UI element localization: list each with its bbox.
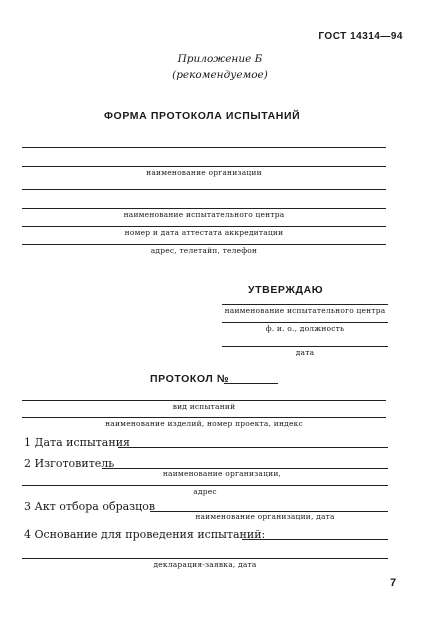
- caption-declaration: декларация-заявка, дата: [153, 560, 257, 569]
- document-code: ГОСТ 14314—94: [318, 31, 403, 42]
- caption-approve-date: дата: [295, 348, 315, 357]
- line-approve-date: [222, 346, 388, 347]
- line-org-1: [22, 147, 386, 148]
- protocol-number-line: [224, 383, 278, 384]
- item-test-date-label: 1 Дата испытания: [24, 436, 130, 449]
- caption-approve-position: ф. и. о., должность: [265, 324, 345, 333]
- caption-product: наименование изделий, номер проекта, индекс: [105, 419, 303, 428]
- appendix-title: Приложение Б: [177, 53, 263, 65]
- appendix-subtitle: (рекомендуемое): [172, 69, 268, 81]
- caption-sampling-act: наименование организации, дата: [195, 512, 335, 521]
- line-center-1: [22, 189, 386, 190]
- line-manufacturer-address: [22, 485, 388, 486]
- line-test-date: [118, 447, 388, 448]
- item-manufacturer-label: 2 Изготовитель: [24, 457, 115, 470]
- caption-org-name: наименование организации: [146, 168, 262, 177]
- caption-address: адрес, телетайп, телефон: [150, 246, 258, 255]
- protocol-title: ПРОТОКОЛ №: [150, 373, 230, 385]
- caption-approve-center: наименование испытательного центра: [224, 306, 386, 315]
- page-number: 7: [390, 577, 397, 589]
- line-org-2: [22, 166, 386, 167]
- caption-test-kind: вид испытаний: [172, 402, 236, 411]
- line-test-basis: [242, 539, 388, 540]
- approve-title: УТВЕРЖДАЮ: [248, 284, 324, 296]
- line-product: [22, 417, 386, 418]
- item-sampling-act-label: 3 Акт отбора образцов: [24, 500, 156, 513]
- line-address: [22, 244, 386, 245]
- caption-manufacturer-address: адрес: [193, 487, 217, 496]
- line-accreditation: [22, 226, 386, 227]
- line-approve-center: [222, 304, 388, 305]
- caption-manufacturer-org: наименование организации,: [162, 469, 282, 478]
- line-test-kind: [22, 400, 386, 401]
- caption-test-center: наименование испытательного центра: [123, 210, 285, 219]
- line-approve-position: [222, 322, 388, 323]
- line-center-2: [22, 208, 386, 209]
- form-title: ФОРМА ПРОТОКОЛА ИСПЫТАНИЙ: [104, 110, 301, 122]
- line-declaration: [22, 558, 388, 559]
- item-test-basis-label: 4 Основание для проведения испытаний:: [24, 528, 266, 541]
- caption-accreditation: номер и дата аттестата аккредитации: [124, 228, 284, 237]
